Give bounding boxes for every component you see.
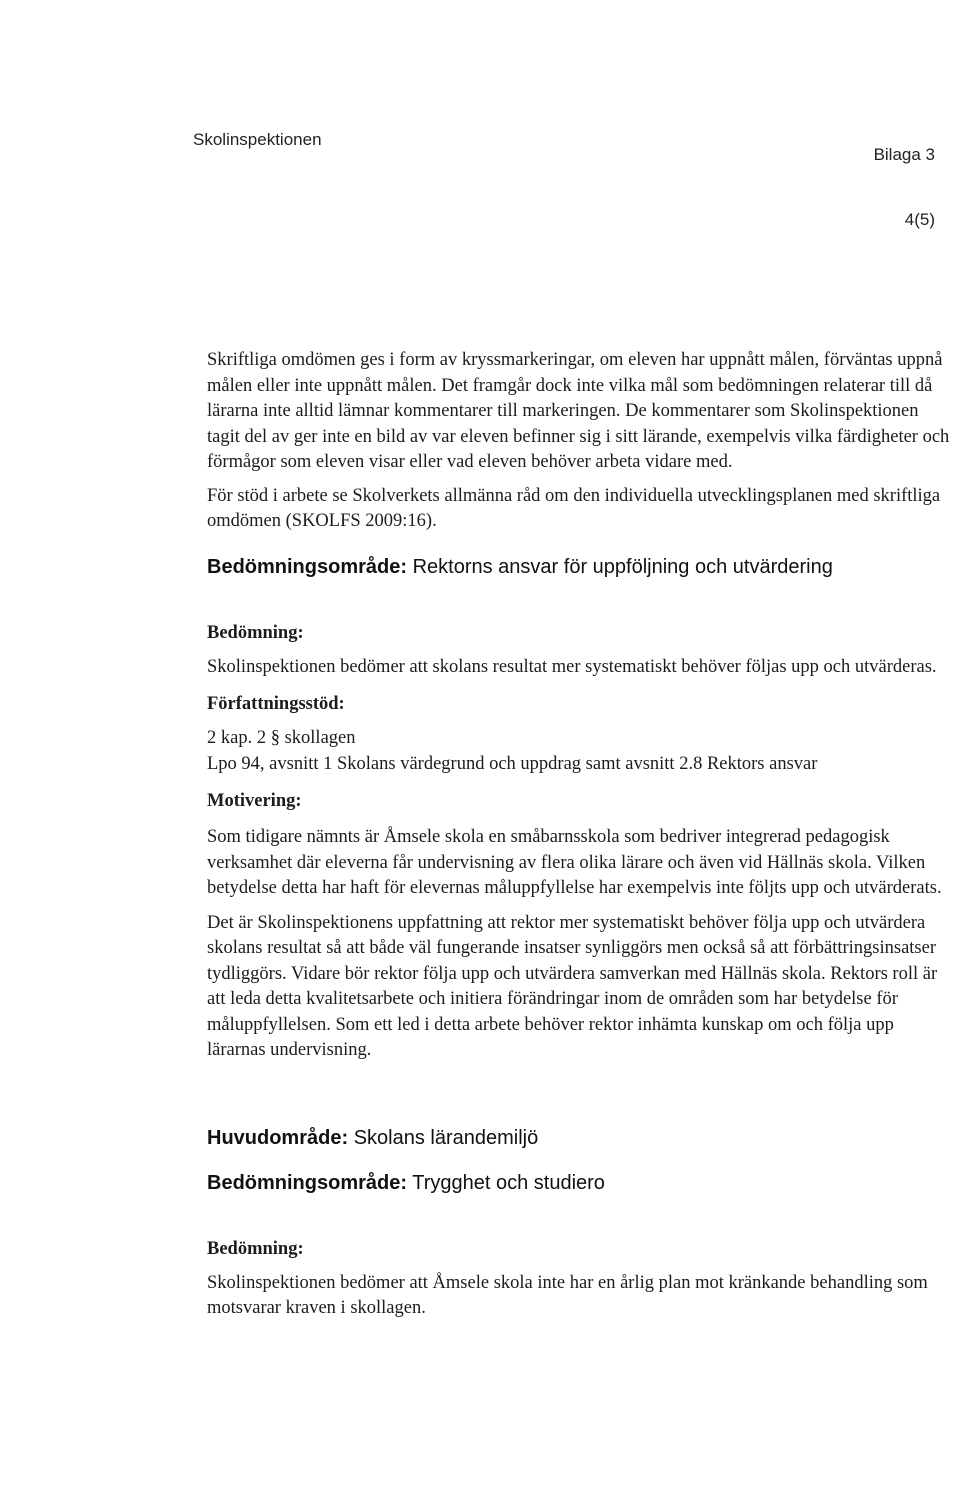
motivation-paragraph-1: Som tidigare nämnts är Åmsele skola en småbarnsskola som bedriver integrerad pedagogisk verksamhet där eleverna får undervisning av flera olika lärare och även vid Hällnäs skola. Vilken betydelse detta har haft för elevernas måluppfyllelse har exempelvis inte följts upp och utvärderats. xyxy=(207,827,942,898)
assessment-area-label-2: Bedömningsområde: xyxy=(207,1171,408,1194)
motivation-paragraph-2: Det är Skolinspektionens uppfattning att rektor mer systematiskt behöver följa upp och utvärdera skolans resultat så att både väl fungerande insatser synliggörs men också så att förbättringsinsatser tydliggörs. Vidare bör rektor följa upp och utvärdera samverkan med Hällnäs skola. Rektors roll är att leda detta kvalitetsarbete och initiera förändringar inom de områden som har betydelse för måluppfyllelsen. Som ett led i detta arbete behöver rektor inhämta kunskap om och följa upp lärarnas undervisning. xyxy=(207,912,938,1060)
intro-paragraph-2: För stöd i arbete se Skolverkets allmänna råd om den individuella utvecklingsplanen med skriftliga omdömen (SKOLFS 2009:16). xyxy=(207,485,941,531)
page-number: 4(5) xyxy=(904,210,935,229)
main-area-heading xyxy=(207,1126,955,1150)
statute-line-2: Lpo 94, avsnitt 1 Skolans värdegrund och uppdrag samt avsnitt 2.8 Rektors ansvar xyxy=(207,753,818,774)
assessment-label: Bedömning: xyxy=(207,622,304,643)
attachment-label: Bilaga 3 xyxy=(873,145,935,164)
intro-paragraph-1: Skriftliga omdömen ges i form av kryssmarkeringar, om eleven har uppnått målen, förväntas uppnå målen eller inte uppnått målen. Det framgår dock inte vilka mål som bedömningen relaterar till då lärarna inte alltid lämnar kommentarer till markeringen. De kommentarer som Skolinspektionen tagit del av ger inte en bild av var eleven befinner sig i sitt lärande, exempelvis vilka färdigheter och förmågor som eleven visar eller vad eleven behöver arbeta vidare med. xyxy=(207,350,950,472)
assessment-area-title: Rektorns ansvar för uppföljning och utvärdering xyxy=(412,555,833,578)
motivation-label: Motivering: xyxy=(207,791,302,811)
assessment-area-heading xyxy=(207,555,955,579)
main-area-label: Huvudområde: xyxy=(207,1126,349,1149)
assessment-text-2: Skolinspektionen bedömer att Åmsele skola inte har en årlig plan mot kränkande behandling som motsvarar kraven i skollagen. xyxy=(207,1272,928,1318)
assessment-text: Skolinspektionen bedömer att skolans resultat mer systematiskt behöver följas upp och utvärderas. xyxy=(207,656,937,677)
assessment-area-label: Bedömningsområde: xyxy=(207,555,408,578)
document-body xyxy=(207,348,955,1322)
main-area-title: Skolans lärandemiljö xyxy=(353,1126,539,1149)
assessment-label-2: Bedömning: xyxy=(207,1238,304,1259)
assessment-area-title-2: Trygghet och studiero xyxy=(412,1171,605,1194)
organization-name: Skolinspektionen xyxy=(193,130,322,149)
statute-line-1: 2 kap. 2 § skollagen xyxy=(207,728,356,748)
assessment-area-heading-2 xyxy=(207,1171,955,1195)
statute-label: Författningsstöd: xyxy=(207,694,345,714)
